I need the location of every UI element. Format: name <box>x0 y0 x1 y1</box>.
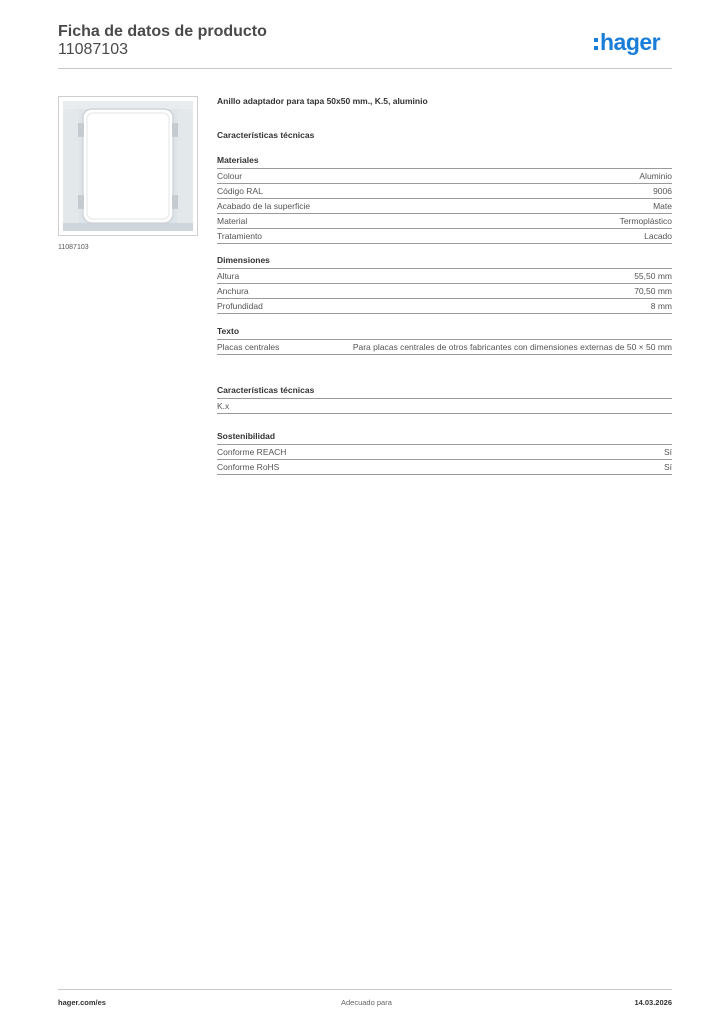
footer-website-link[interactable]: hager.com/es <box>58 998 106 1007</box>
spec-value: 70,50 mm <box>634 286 672 296</box>
product-number: 11087103 <box>58 41 128 58</box>
spec-row <box>217 299 672 314</box>
spec-label: Anchura <box>217 286 249 296</box>
spec-label: Material <box>217 216 248 226</box>
spec-label: Profundidad <box>217 301 263 311</box>
document-title: Ficha de datos de producto <box>58 23 267 40</box>
product-image <box>58 96 198 236</box>
spec-row <box>217 445 672 460</box>
product-description: Anillo adaptador para tapa 50x50 mm., K.5, aluminio <box>217 96 428 106</box>
spec-value: Lacado <box>644 231 672 241</box>
spec-label: K.x <box>217 401 230 411</box>
section-dimensiones <box>217 255 672 314</box>
image-caption: 11087103 <box>58 244 89 251</box>
spec-label: Código RAL <box>217 186 263 196</box>
section-heading: Dimensiones <box>217 255 672 269</box>
spec-row <box>217 399 672 414</box>
spec-label: Conforme RoHS <box>217 462 280 472</box>
spec-label: Conforme REACH <box>217 447 287 457</box>
spec-value: 55,50 mm <box>634 271 672 281</box>
spec-row <box>217 269 672 284</box>
spec-row <box>217 214 672 229</box>
logo-dots-icon <box>594 38 598 52</box>
section-heading: Características técnicas <box>217 385 672 399</box>
spec-label: Placas centrales <box>217 342 280 352</box>
spec-value: Aluminio <box>639 171 672 181</box>
spec-value: 8 mm <box>650 301 672 311</box>
section-heading: Materiales <box>217 155 672 169</box>
adapter-ring-icon <box>59 97 197 235</box>
spec-row <box>217 284 672 299</box>
spec-value: Termoplástico <box>619 216 672 226</box>
spec-row <box>217 340 672 355</box>
section-heading: Sostenibilidad <box>217 431 672 445</box>
spec-value: 9006 <box>653 186 672 196</box>
spec-row <box>217 169 672 184</box>
section-caracteristicas <box>217 385 672 414</box>
section-heading: Texto <box>217 326 672 340</box>
spec-row <box>217 199 672 214</box>
header-divider <box>58 68 672 69</box>
logo-text: hager <box>600 29 661 55</box>
spec-row <box>217 460 672 475</box>
spec-row <box>217 229 672 244</box>
footer-divider <box>58 989 672 990</box>
footer-suitability-text: Adecuado para <box>341 998 392 1007</box>
spec-label: Tratamiento <box>217 231 263 241</box>
spec-value: Sí <box>663 447 672 457</box>
section-texto <box>217 326 672 355</box>
section-materiales <box>217 155 672 244</box>
spec-label: Colour <box>217 171 243 181</box>
spec-value: Sí <box>663 462 672 472</box>
tech-characteristics-heading: Características técnicas <box>217 130 315 140</box>
spec-label: Acabado de la superficie <box>217 201 311 211</box>
section-sostenibilidad <box>217 431 672 475</box>
product-specs <box>217 96 672 475</box>
spec-label: Altura <box>217 271 240 281</box>
spec-value: Mate <box>653 201 672 211</box>
footer-date: 14.03.2026 <box>634 998 672 1007</box>
hager-logo[interactable] <box>594 29 674 57</box>
spec-row <box>217 184 672 199</box>
spec-value: Para placas centrales de otros fabricantes con dimensiones externas de 50 × 50 mm <box>352 342 672 352</box>
